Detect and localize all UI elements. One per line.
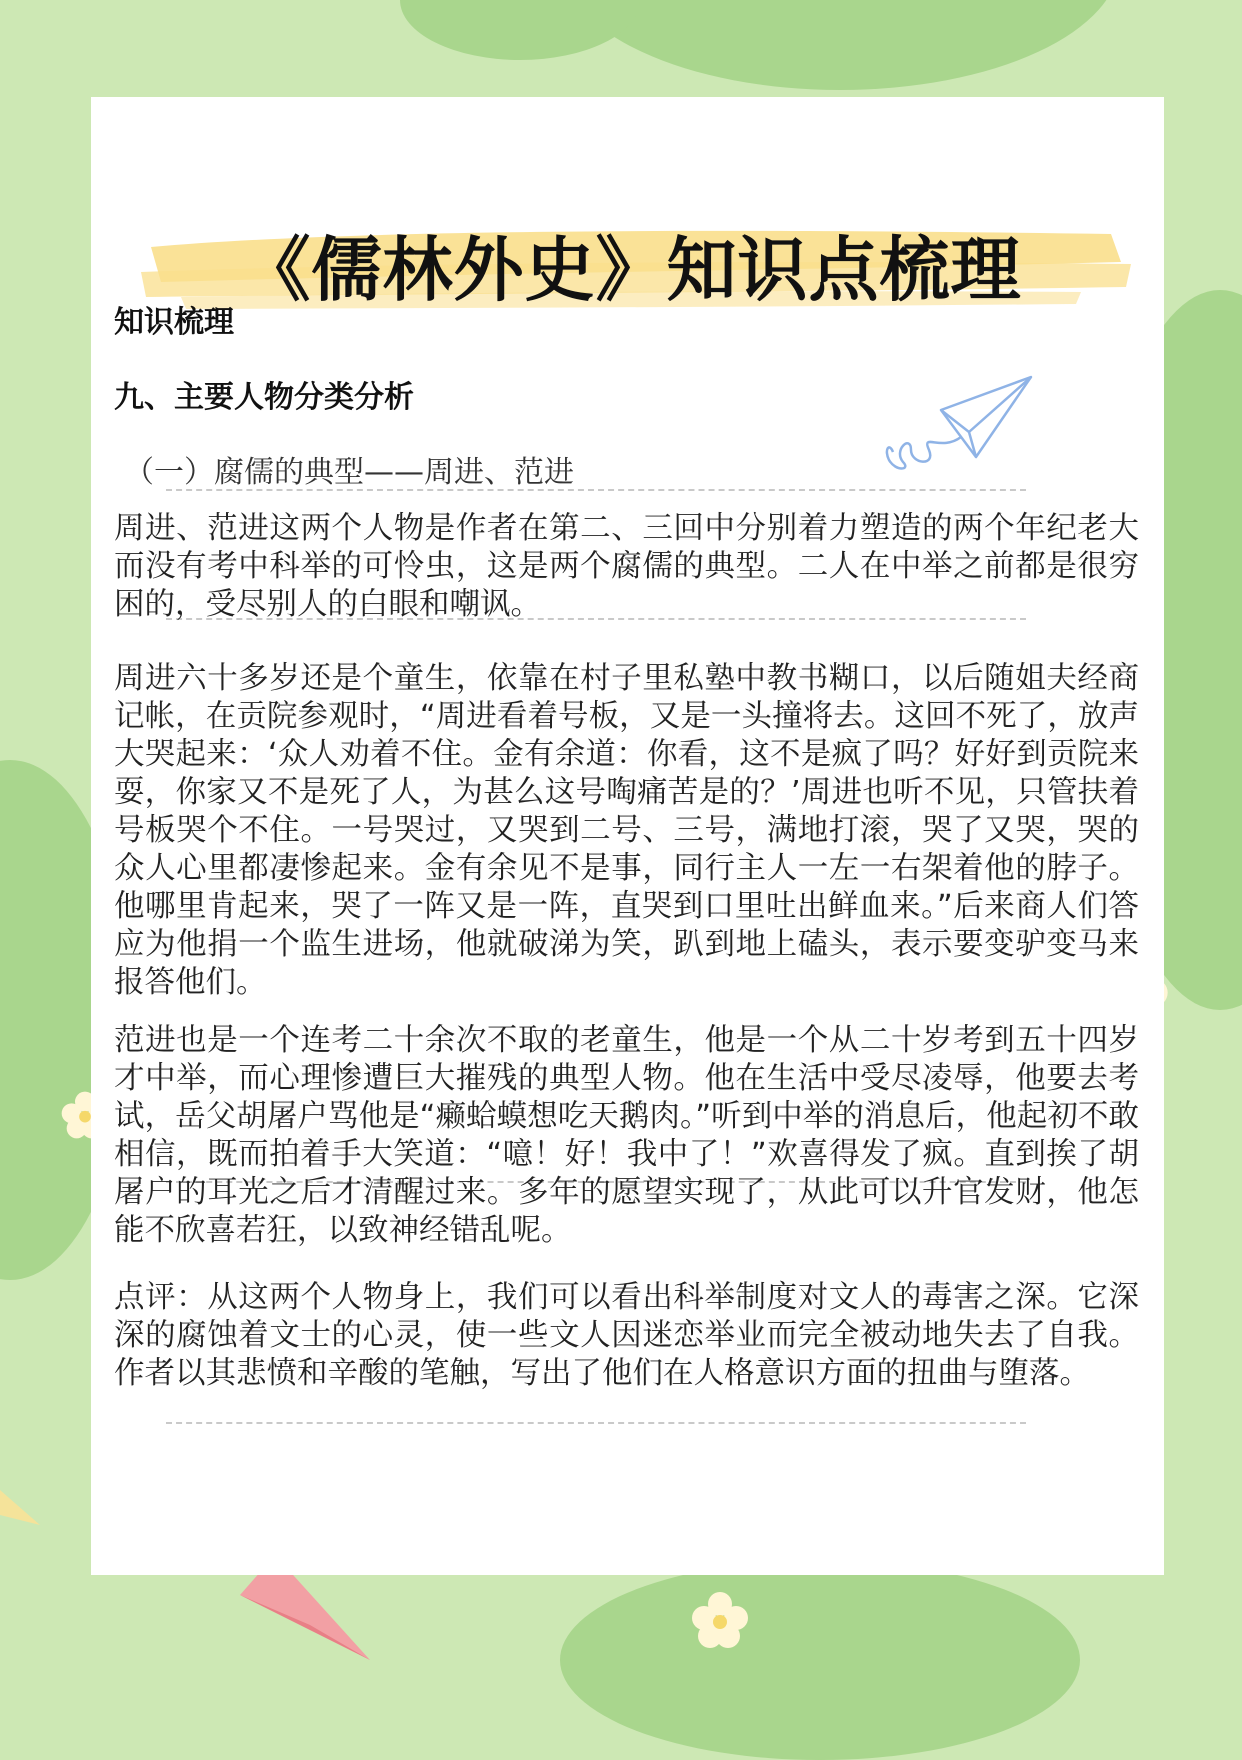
- dashed-divider: [166, 489, 1026, 491]
- paragraph-comment: 点评：从这两个人物身上，我们可以看出科举制度对文人的毒害之深。它深深的腐蚀着文士的心灵，使一些文人因迷恋举业而完全被动地失去了自我。作者以其悲愤和辛酸的笔触，写出了他们在人格意识方面的扭曲与堕落。: [114, 1280, 1139, 1391]
- background-blob-bottom: [560, 1560, 1080, 1760]
- section-heading: 知识梳理: [114, 305, 234, 340]
- background-blob-top-left: [400, 0, 640, 60]
- title-banner: [121, 152, 1141, 327]
- paragraph-intro: 周进、范进这两个人物是作者在第二、三回中分别着力塑造的两个年纪老大而没有考中科举的可怜虫，这是两个腐儒的典型。二人在中举之前都是很穷困的，受尽别人的白眼和嘲讽。: [114, 511, 1139, 622]
- dashed-divider: [166, 1422, 1026, 1424]
- paragraph-zhou-jin: 周进六十多岁还是个童生，依靠在村子里私塾中教书糊口，以后随姐夫经商记帐，在贡院参观时，“周进看着号板，又是一头撞将去。这回不死了，放声大哭起来：‘众人劝着不住。金有余道：你看，这不是疯了吗？好好到贡院来耍，你家又不是死了人，为甚么这号啕痛苦是的？’周进也听不见，只管扶着号板哭个不住。一号哭过，又哭到二号、三号，满地打滚，哭了又哭，哭的众人心里都凄惨起来。金有余见不是事，同行主人一左一右架着他的脖子。他哪里肯起来，哭了一阵又是一阵，直哭到口里吐出鲜血来。”后来商人们答应为他捐一个监生进场，他就破涕为笑，趴到地上磕头，表示要变驴变马来报答他们。: [114, 661, 1139, 1000]
- background-blob-top: [560, 0, 1120, 90]
- chapter-heading: 九、主要人物分类分析: [114, 380, 414, 415]
- paper-plane-yellow-icon: [0, 1490, 40, 1530]
- paper-plane-outline-icon: [881, 372, 1041, 482]
- flower-icon: [690, 1590, 750, 1650]
- paragraph-fan-jin: 范进也是一个连考二十余次不取的老童生，他是一个从二十岁考到五十四岁才中举，而心理惨遭巨大摧残的典型人物。他在生活中受尽凌辱，他要去考试，岳父胡屠户骂他是“癞蛤蟆想吃天鹅肉。”听到中举的消息后，他起初不敢相信，既而拍着手大笑道：“噫！好！我中了！”欢喜得发了疯。直到挨了胡屠户的耳光之后才清醒过来。多年的愿望实现了，从此可以升官发财，他怎能不欣喜若狂，以致神经错乱呢。: [114, 1023, 1139, 1248]
- subheading: （一）腐儒的典型——周进、范进: [124, 455, 574, 490]
- page-title: 《儒林外史》知识点梳理: [240, 229, 1022, 311]
- content-card: [91, 97, 1164, 1575]
